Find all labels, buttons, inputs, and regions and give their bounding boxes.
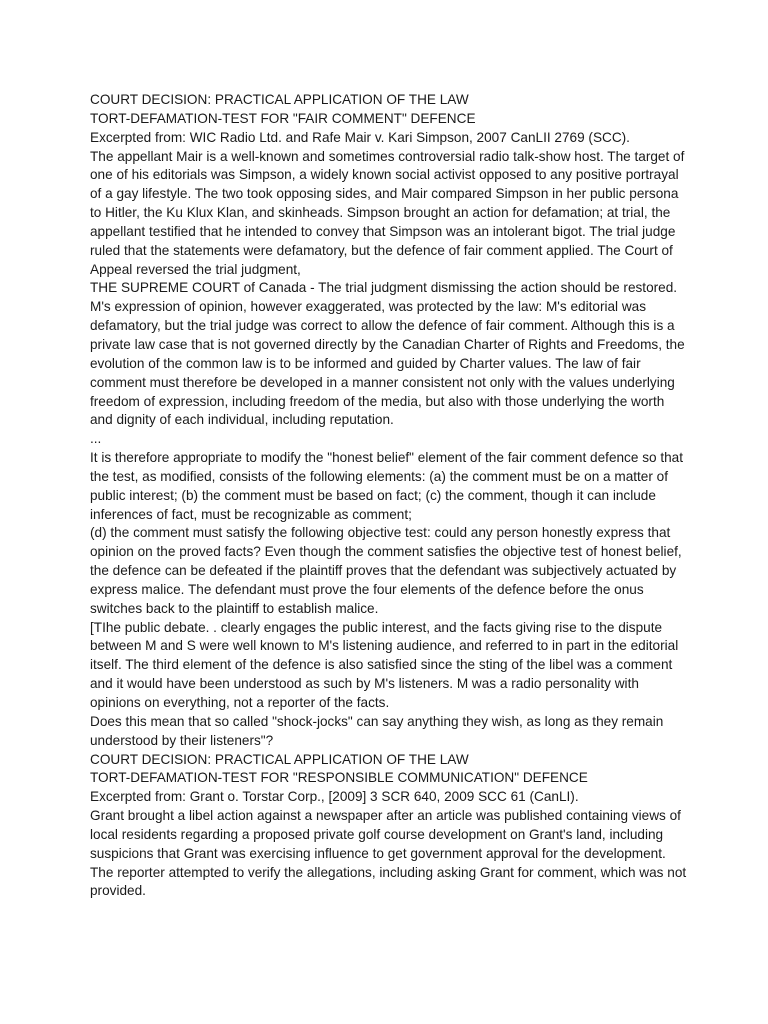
citation-2: Excerpted from: Grant o. Torstar Corp., [2009] 3 SCR 640, 2009 SCC 61 (CanLI). xyxy=(90,789,579,805)
section-subheading-1: TORT-DEFAMATION-TEST FOR "FAIR COMMENT" DEFENCE xyxy=(90,110,476,126)
section-heading-1: COURT DECISION: PRACTICAL APPLICATION OF THE LAW xyxy=(90,92,469,107)
question-paragraph: Does this mean that so called "shock-jocks" can say anything they wish, as long as they remain understood by their listeners"? xyxy=(90,713,664,748)
section-heading-2: COURT DECISION: PRACTICAL APPLICATION OF THE LAW xyxy=(90,751,469,767)
ellipsis: ... xyxy=(90,431,102,447)
facts-paragraph-2: Grant brought a libel action against a newspaper after an article was published containing views of local residents regarding a proposed private golf course development on Grant's land, including suspicions that Grant was exercising influence to get government approval for the development. The reporter attempted to verify the allegations, including asking Grant for comment, which was not provided. xyxy=(90,808,687,899)
application-paragraph: [TIhe public debate. . clearly engages the public interest, and the facts giving rise to the dispute between M and S were well known to M's listening audience, and referred to in part in the editorial itself. The third element of the defence is also satisfied since the sting of the libel was a comment and it would have been understood as such by M's listeners. M was a radio personality with opinions on everything, not a reporter of the facts. xyxy=(90,619,679,710)
citation-1: Excerpted from: WIC Radio Ltd. and Rafe Mair v. Kari Simpson, 2007 CanLII 2769 (SCC). xyxy=(90,129,630,145)
ruling-paragraph-1: THE SUPREME COURT of Canada - The trial judgment dismissing the action should be restored. M's expression of opinion, however exaggerated, was protected by the law: M's editorial was defamatory, but the trial judge was correct to allow the defence of fair comment. Although this is a private law case that is not governed directly by the Canadian Charter of Rights and Freedoms, the evolution of the common law is to be informed and guided by Charter values. The law of fair comment must therefore be developed in a manner consistent not only with the values underlying freedom of expression, including freedom of the media, but also with those underlying the worth and dignity of each individual, including reputation. xyxy=(90,280,685,428)
objective-test-paragraph: (d) the comment must satisfy the following objective test: could any person honestly express that opinion on the proved facts? Even though the comment satisfies the objective test of honest belief, the defence can be defeated if the plaintiff proves that the defendant was subjectively actuated by express malice. The defendant must prove the four elements of the defence before the onus switches back to the plaintiff to establish malice. xyxy=(90,525,682,616)
document-body xyxy=(90,91,690,901)
section-subheading-2: TORT-DEFAMATION-TEST FOR "RESPONSIBLE COMMUNICATION" DEFENCE xyxy=(90,770,588,786)
test-paragraph: It is therefore appropriate to modify the "honest belief" element of the fair comment defence so that the test, as modified, consists of the following elements: (a) the comment must be on a matter of public interest; (b) the comment must be based on fact; (c) the comment, though it can include inferences of fact, must be recognizable as comment; xyxy=(90,450,684,522)
facts-paragraph-1: The appellant Mair is a well-known and sometimes controversial radio talk-show host. The target of one of his editorials was Simpson, a widely known social activist opposed to any positive portrayal of a gay lifestyle. The two took opposing sides, and Mair compared Simpson in her public persona to Hitler, the Ku Klux Klan, and skinheads. Simpson brought an action for defamation; at trial, the appellant testified that he intended to convey that Simpson was an intolerant bigot. The trial judge ruled that the statements were defamatory, but the defence of fair comment applied. The Court of Appeal reversed the trial judgment, xyxy=(90,148,685,277)
